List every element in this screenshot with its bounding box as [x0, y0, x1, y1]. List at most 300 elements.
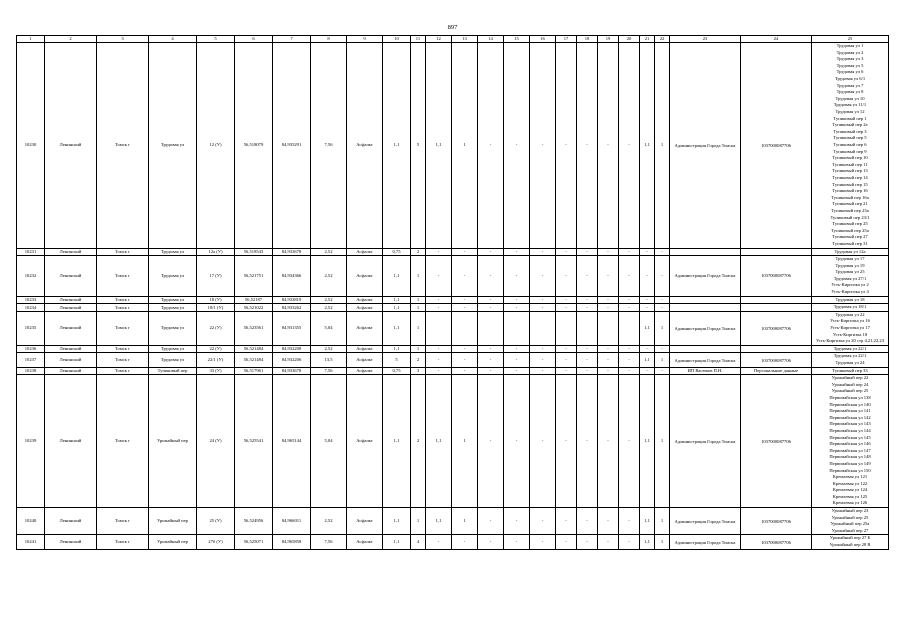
- table-cell: 56,525541: [235, 375, 273, 508]
- addresses-cell: [812, 304, 889, 312]
- addresses-cell: [812, 375, 889, 508]
- table-cell: Ленинский: [45, 311, 97, 345]
- table-cell: -: [598, 353, 619, 367]
- address-line: Первомайская ул 143: [829, 421, 871, 427]
- table-cell: -: [530, 248, 556, 256]
- address-line: Урожайный пер 27 Б: [829, 535, 871, 541]
- table-cell: -: [530, 43, 556, 248]
- address-line: Трудовая ул 22/1: [833, 353, 867, 359]
- table-cell: 1,1: [426, 43, 452, 248]
- table-cell: -: [577, 256, 598, 297]
- table-cell: -: [478, 304, 504, 312]
- table-cell: 18 (У): [197, 296, 235, 304]
- column-number: 19: [598, 36, 619, 43]
- table-cell: -: [577, 304, 598, 312]
- table-cell: 1: [411, 304, 426, 312]
- column-number: 11: [411, 36, 426, 43]
- address-line: Трудовая ул 1: [836, 43, 864, 49]
- table-cell: Асфальт: [347, 43, 383, 248]
- table-cell: 12а (У): [197, 248, 235, 256]
- address-line: Трудовая ул 24: [835, 360, 865, 365]
- table-cell: 4: [411, 535, 426, 549]
- table-cell: -: [577, 367, 598, 375]
- table-cell: 10238: [17, 367, 45, 375]
- addresses-cell: [812, 248, 889, 256]
- table-cell: -: [655, 248, 670, 256]
- table-cell: -: [556, 345, 577, 353]
- table-cell: -: [556, 375, 577, 508]
- address-line: Тупиковый пер 9: [833, 148, 867, 154]
- table-cell: Трудовая ул: [149, 248, 197, 256]
- table-row: [17, 535, 889, 549]
- column-number: 3: [97, 36, 149, 43]
- addresses-cell: [812, 367, 889, 375]
- address-line: Урожайный пер 23: [831, 508, 869, 514]
- table-cell: [670, 345, 741, 353]
- address-line: Трудовая ул 12: [835, 109, 865, 115]
- table-cell: Ленинский: [45, 508, 97, 535]
- column-number: 4: [149, 36, 197, 43]
- address-line: Тупиковый пер 16: [832, 188, 868, 194]
- address-line: Первомайская ул 141: [829, 408, 871, 414]
- table-cell: Трудовая ул: [149, 304, 197, 312]
- table-cell: -: [577, 248, 598, 256]
- table-cell: 1,1: [383, 345, 411, 353]
- table-cell: Трудовая ул: [149, 296, 197, 304]
- table-cell: 1037000087706: [741, 508, 812, 535]
- table-cell: Трудовая ул: [149, 43, 197, 248]
- table-cell: Ленинский: [45, 353, 97, 367]
- table-cell: Асфальт: [347, 311, 383, 345]
- table-cell: 1,1: [383, 508, 411, 535]
- table-cell: -: [478, 43, 504, 248]
- table-cell: 18/1 (У): [197, 304, 235, 312]
- table-cell: Тупиковый пер: [149, 367, 197, 375]
- table-cell: 84,966011: [273, 508, 311, 535]
- table-cell: Асфальт: [347, 367, 383, 375]
- table-cell: [670, 248, 741, 256]
- table-cell: Персональные данные: [741, 367, 812, 375]
- address-line: Трудовая ул 6/1: [834, 76, 866, 82]
- address-line: Трудовая ул 8: [836, 89, 864, 95]
- table-cell: Трудовая ул: [149, 256, 197, 297]
- table-cell: [556, 311, 577, 345]
- table-cell: 1: [655, 508, 670, 535]
- address-line: Тупиковый пер 23/1: [830, 214, 870, 220]
- table-cell: -: [619, 43, 640, 248]
- table-cell: -: [478, 248, 504, 256]
- address-line: Трудовая ул 22: [835, 311, 865, 317]
- table-cell: 84,932208: [273, 345, 311, 353]
- table-cell: -: [478, 256, 504, 297]
- table-cell: 56,525071: [235, 535, 273, 549]
- address-line: Трудовая ул 17: [835, 256, 865, 262]
- table-cell: 2,52: [311, 296, 347, 304]
- table-cell: -: [598, 535, 619, 549]
- table-cell: 56,523561: [235, 311, 273, 345]
- table-cell: Администрация Города Томска: [670, 311, 741, 345]
- table-cell: 1037000087706: [741, 256, 812, 297]
- table-cell: -: [504, 296, 530, 304]
- table-cell: 1037000087706: [741, 535, 812, 549]
- address-line: Кремлевая ул 126: [832, 500, 868, 506]
- table-cell: [577, 311, 598, 345]
- table-cell: 84,933678: [273, 367, 311, 375]
- table-cell: 1,1: [640, 353, 655, 367]
- address-line: Трудовая ул 5: [836, 62, 864, 68]
- table-cell: 1: [452, 508, 478, 535]
- table-cell: 7,56: [311, 535, 347, 549]
- address-line: Усть-Киргизка ул 17: [830, 325, 870, 331]
- table-cell: 10239: [17, 375, 45, 508]
- table-cell: 56,524956: [235, 508, 273, 535]
- table-cell: -: [478, 535, 504, 549]
- column-number: 21: [640, 36, 655, 43]
- table-cell: -: [619, 256, 640, 297]
- table-cell: 56,521484: [235, 353, 273, 367]
- address-line: Урожайный пер 25а: [830, 521, 870, 527]
- table-cell: -: [426, 367, 452, 375]
- table-cell: 1: [655, 353, 670, 367]
- table-cell: Администрация Города Томска: [670, 353, 741, 367]
- table-cell: -: [530, 345, 556, 353]
- table-cell: 10240: [17, 508, 45, 535]
- table-cell: 1,1: [383, 304, 411, 312]
- table-row: [17, 375, 889, 508]
- addresses-cell: [812, 508, 889, 535]
- table-row: [17, 367, 889, 375]
- table-cell: 22 (У): [197, 311, 235, 345]
- table-cell: 1037000087706: [741, 43, 812, 248]
- address-line: Первомайская ул 149: [829, 460, 871, 466]
- table-cell: -: [655, 256, 670, 297]
- table-cell: -: [640, 296, 655, 304]
- address-line: Тупиковый пер 25: [832, 221, 868, 227]
- table-cell: -: [640, 367, 655, 375]
- table-cell: -: [530, 535, 556, 549]
- table-row: [17, 43, 889, 248]
- table-cell: 84,932206: [273, 353, 311, 367]
- address-line: Трудовая ул 19: [835, 262, 865, 268]
- table-cell: -: [530, 304, 556, 312]
- table-cell: -: [598, 256, 619, 297]
- address-line: Трудовая ул 27/1: [833, 275, 867, 281]
- table-cell: [741, 304, 812, 312]
- header-row: [17, 36, 889, 43]
- table-cell: -: [478, 345, 504, 353]
- column-number: 5: [197, 36, 235, 43]
- table-cell: [741, 296, 812, 304]
- column-number: 6: [235, 36, 273, 43]
- table-cell: 10241: [17, 535, 45, 549]
- table-cell: [619, 311, 640, 345]
- table-cell: -: [452, 256, 478, 297]
- table-cell: -: [452, 535, 478, 549]
- address-line: Усть-Киргизка 18: [832, 331, 868, 337]
- table-cell: 3: [411, 367, 426, 375]
- table-cell: -: [478, 375, 504, 508]
- table-cell: -: [640, 256, 655, 297]
- address-line: Тупиковый пер 11: [832, 161, 868, 167]
- address-line: Трудовая ул 6: [836, 69, 864, 75]
- table-cell: 1,1: [383, 43, 411, 248]
- table-cell: Томск г: [97, 353, 149, 367]
- table-cell: -: [655, 345, 670, 353]
- table-cell: 24 (У): [197, 375, 235, 508]
- table-cell: [670, 304, 741, 312]
- table-cell: 1,1: [383, 256, 411, 297]
- table-cell: -: [530, 508, 556, 535]
- table-cell: -: [426, 304, 452, 312]
- table-cell: -: [655, 304, 670, 312]
- address-line: Тупиковый пер 5: [833, 135, 867, 141]
- table-cell: 84,965858: [273, 535, 311, 549]
- table-cell: -: [504, 367, 530, 375]
- table-cell: -: [478, 296, 504, 304]
- table-cell: 1: [411, 296, 426, 304]
- column-number: 2: [45, 36, 97, 43]
- table-cell: [741, 345, 812, 353]
- table-cell: -: [452, 304, 478, 312]
- table-cell: -: [530, 375, 556, 508]
- address-line: Кремлевая ул 122: [832, 480, 868, 486]
- table-cell: 1037000087706: [741, 353, 812, 367]
- column-number: 18: [577, 36, 598, 43]
- table-cell: -: [577, 375, 598, 508]
- table-row: [17, 256, 889, 297]
- table-cell: Ленинский: [45, 345, 97, 353]
- address-line: Тупиковый пер 1: [833, 115, 867, 121]
- table-row: [17, 508, 889, 535]
- table-cell: -: [426, 248, 452, 256]
- table-cell: 2,52: [311, 248, 347, 256]
- table-cell: 10233: [17, 296, 45, 304]
- address-line: Тупиковый пер 2а: [832, 122, 868, 128]
- table-cell: -: [556, 353, 577, 367]
- table-cell: -: [640, 304, 655, 312]
- table-cell: -: [504, 43, 530, 248]
- addresses-cell: [812, 535, 889, 549]
- table-cell: 2,52: [311, 345, 347, 353]
- table-cell: 1,1: [640, 375, 655, 508]
- table-cell: -: [655, 296, 670, 304]
- table-cell: 56,517961: [235, 367, 273, 375]
- column-number: 15: [504, 36, 530, 43]
- column-number: 24: [741, 36, 812, 43]
- table-cell: -: [556, 535, 577, 549]
- table-cell: -: [452, 353, 478, 367]
- column-number: 7: [273, 36, 311, 43]
- table-cell: -: [478, 367, 504, 375]
- table-row: [17, 296, 889, 304]
- addresses-cell: [812, 43, 889, 248]
- table-cell: -: [619, 375, 640, 508]
- table-cell: 84,935291: [273, 43, 311, 248]
- address-line: Трудовая ул 22/1: [833, 345, 867, 351]
- table-cell: -: [598, 345, 619, 353]
- address-line: Усть-Киргизка ул 20 стр 4,21,22,23: [815, 338, 885, 344]
- table-cell: 84,933819: [273, 296, 311, 304]
- table-cell: Асфальт: [347, 535, 383, 549]
- table-cell: 1,1: [383, 311, 411, 345]
- table-cell: -: [640, 345, 655, 353]
- address-line: Урожайный пер 25: [831, 388, 869, 394]
- table-cell: Томск г: [97, 304, 149, 312]
- table-cell: 2,52: [311, 304, 347, 312]
- column-number: 9: [347, 36, 383, 43]
- table-cell: -: [556, 248, 577, 256]
- table-cell: -: [530, 256, 556, 297]
- table-cell: 10230: [17, 43, 45, 248]
- table-cell: -: [598, 375, 619, 508]
- table-cell: -: [504, 353, 530, 367]
- column-number: 20: [619, 36, 640, 43]
- table-cell: -: [556, 367, 577, 375]
- table-cell: 10232: [17, 256, 45, 297]
- table-cell: 1037000087706: [741, 311, 812, 345]
- table-cell: -: [452, 248, 478, 256]
- table-cell: Томск г: [97, 367, 149, 375]
- table-cell: Асфальт: [347, 304, 383, 312]
- table-cell: Асфальт: [347, 353, 383, 367]
- column-number: 17: [556, 36, 577, 43]
- table-cell: 56,521751: [235, 256, 273, 297]
- table-cell: Асфальт: [347, 296, 383, 304]
- table-cell: -: [619, 508, 640, 535]
- table-cell: -: [619, 353, 640, 367]
- table-cell: 2: [411, 375, 426, 508]
- table-cell: 10231: [17, 248, 45, 256]
- column-number: 1: [17, 36, 45, 43]
- address-line: Тупиковый пер 21: [832, 201, 868, 207]
- table-cell: 1,1: [383, 375, 411, 508]
- column-number: 22: [655, 36, 670, 43]
- table-cell: 17 (У): [197, 256, 235, 297]
- address-line: Кремлевая ул 124: [832, 487, 868, 493]
- table-cell: -: [426, 296, 452, 304]
- address-line: Трудовая ул 2: [836, 49, 864, 55]
- table-cell: -: [478, 508, 504, 535]
- table-cell: 1: [655, 43, 670, 248]
- address-line: Трудовая ул 3: [836, 56, 864, 62]
- table-cell: 5: [383, 353, 411, 367]
- table-cell: 10235: [17, 311, 45, 345]
- address-line: Кремлевая ул 125: [832, 493, 868, 499]
- table-cell: -: [426, 345, 452, 353]
- column-number: 12: [426, 36, 452, 43]
- table-cell: -: [556, 296, 577, 304]
- table-cell: -: [577, 345, 598, 353]
- table-cell: Томск г: [97, 508, 149, 535]
- address-line: Тупиковый пер 16а: [831, 194, 869, 200]
- address-line: Первомайская ул 145: [829, 434, 871, 440]
- table-cell: Администрация Города Томска: [670, 375, 741, 508]
- table-cell: 84,965144: [273, 375, 311, 508]
- address-line: Первомайская ул 150: [829, 467, 871, 473]
- table-cell: -: [426, 535, 452, 549]
- table-cell: Томск г: [97, 375, 149, 508]
- address-line: Урожайный пер 25: [831, 514, 869, 520]
- table-cell: Администрация Города Томска: [670, 256, 741, 297]
- table-cell: 2: [411, 248, 426, 256]
- address-line: Тупиковый пер 6: [833, 142, 867, 147]
- table-cell: Томск г: [97, 345, 149, 353]
- table-cell: [670, 296, 741, 304]
- address-line: Урожайный пер 28 В: [829, 542, 871, 548]
- column-number: 10: [383, 36, 411, 43]
- table-cell: -: [619, 535, 640, 549]
- table-cell: 1: [411, 345, 426, 353]
- table-cell: -: [504, 345, 530, 353]
- addresses-cell: [812, 256, 889, 297]
- table-cell: 10236: [17, 345, 45, 353]
- table-cell: 1,1: [383, 535, 411, 549]
- address-line: Первомайская ул 142: [829, 414, 871, 420]
- address-line: Трудовая ул 12а: [834, 248, 866, 254]
- column-number: 25: [812, 36, 889, 43]
- table-cell: -: [619, 304, 640, 312]
- table-cell: -: [598, 248, 619, 256]
- table-cell: 1: [452, 43, 478, 248]
- table-cell: -: [530, 367, 556, 375]
- table-cell: -: [426, 353, 452, 367]
- table-cell: 7,56: [311, 43, 347, 248]
- table-cell: -: [556, 256, 577, 297]
- table-cell: -: [504, 535, 530, 549]
- table-cell: Асфальт: [347, 375, 383, 508]
- table-cell: 1: [655, 535, 670, 549]
- table-cell: Ленинский: [45, 248, 97, 256]
- table-cell: Урожайный пер: [149, 535, 197, 549]
- table-cell: [478, 311, 504, 345]
- table-cell: ИП Васюков П.Н.: [670, 367, 741, 375]
- table-cell: Урожайный пер: [149, 508, 197, 535]
- table-cell: 0,75: [383, 248, 411, 256]
- table-cell: 1,1: [640, 43, 655, 248]
- table-cell: -: [556, 508, 577, 535]
- address-line: Трудовая ул 11/1: [833, 102, 867, 108]
- table-cell: -: [426, 256, 452, 297]
- address-line: Первомайская ул 140: [829, 401, 871, 407]
- table-cell: Администрация Города Томска: [670, 43, 741, 248]
- table-cell: -: [640, 248, 655, 256]
- table-cell: -: [598, 43, 619, 248]
- table-cell: 1,1: [640, 535, 655, 549]
- table-cell: [504, 311, 530, 345]
- table-cell: 5,04: [311, 375, 347, 508]
- table-cell: 1,1: [383, 296, 411, 304]
- table-cell: -: [619, 296, 640, 304]
- table-cell: 1,1: [640, 508, 655, 535]
- table-cell: 10234: [17, 304, 45, 312]
- table-cell: -: [577, 353, 598, 367]
- table-cell: -: [577, 508, 598, 535]
- table-cell: -: [619, 367, 640, 375]
- table-cell: -: [577, 43, 598, 248]
- address-line: Тупиковый пер 33: [832, 367, 868, 373]
- table-cell: Томск г: [97, 296, 149, 304]
- address-line: Тупиковый пер 31: [832, 240, 868, 246]
- table-cell: -: [598, 296, 619, 304]
- table-cell: [741, 248, 812, 256]
- table-cell: -: [598, 367, 619, 375]
- table-cell: -: [530, 353, 556, 367]
- table-cell: -: [655, 367, 670, 375]
- table-cell: Асфальт: [347, 256, 383, 297]
- table-cell: 1: [411, 311, 426, 345]
- table-cell: 1,1: [426, 375, 452, 508]
- table-cell: -: [556, 304, 577, 312]
